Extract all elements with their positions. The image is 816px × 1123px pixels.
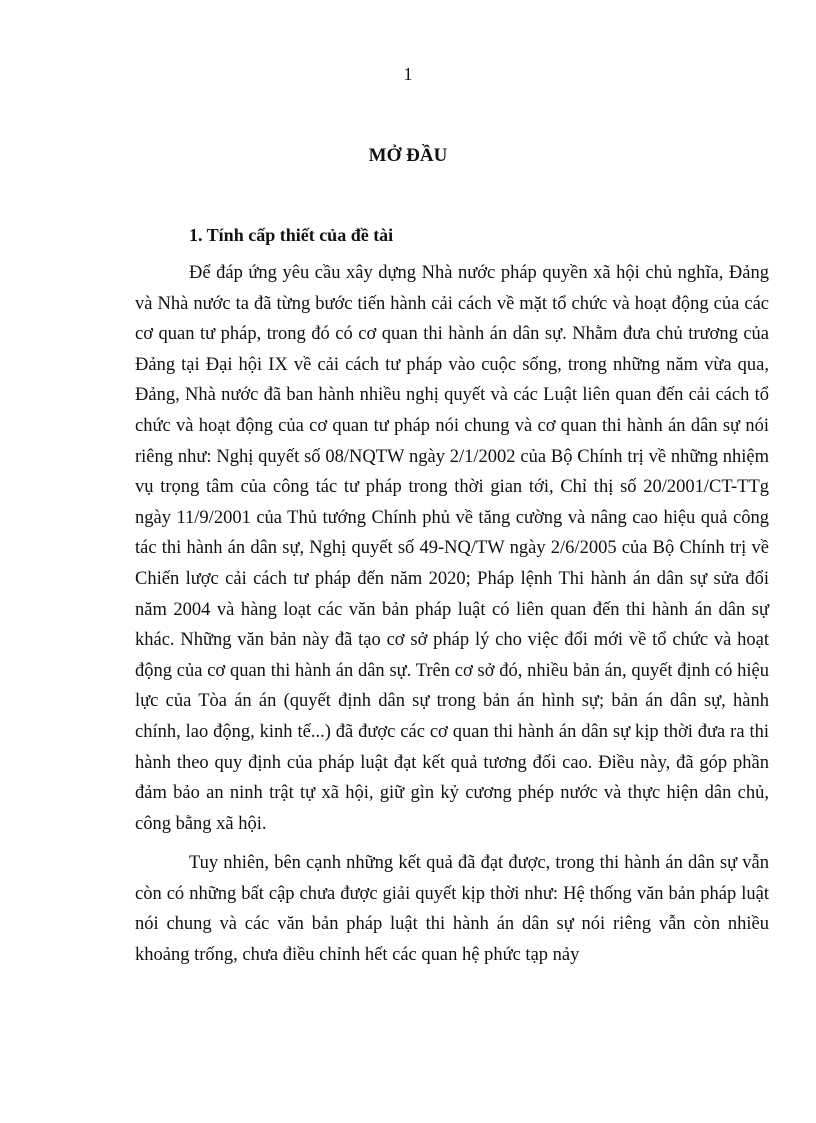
page-number: 1 <box>403 64 413 84</box>
paragraph-1: Để đáp ứng yêu cầu xây dựng Nhà nước pháp quyền xã hội chủ nghĩa, Đảng và Nhà nước ta đã từng bước tiến hành cải cách về mặt tổ chức và hoạt động của các cơ quan tư pháp, trong đó có cơ quan thi hành án dân sự. Nhằm đưa chủ trương của Đảng tại Đại hội IX về cải cách tư pháp vào cuộc sống, trong những năm vừa qua, Đảng, Nhà nước đã ban hành nhiều nghị quyết và các Luật liên quan đến cải cách tổ chức và hoạt động của cơ quan tư pháp nói chung và cơ quan thi hành án dân sự nói riêng như: Nghị quyết số 08/NQTW ngày 2/1/2002 của Bộ Chính trị về những nhiệm vụ trọng tâm của công tác tư pháp trong thời gian tới, Chỉ thị số 20/2001/CT-TTg ngày 11/9/2001 của Thủ tướng Chính phủ về tăng cường và nâng cao hiệu quả công tác thi hành án dân sự, Nghị quyết số 49-NQ/TW ngày 2/6/2005 của Bộ Chính trị về Chiến lược cải cách tư pháp đến năm 2020; Pháp lệnh Thi hành án dân sự sửa đổi năm 2004 và hàng loạt các văn bản pháp luật có liên quan đến thi hành án dân sự khác. Những văn bản này đã tạo cơ sở pháp lý cho việc đổi mới về tổ chức và hoạt động của cơ quan thi hành án dân sự. Trên cơ sở đó, nhiều bản án, quyết định có hiệu lực của Tòa án án (quyết định dân sự trong bản án hình sự; bản án dân sự, hành chính, lao động, kinh tế...) đã được các cơ quan thi hành án dân sự kịp thời đưa ra thi hành theo quy định của pháp luật đạt kết quả tương đối cao. Điều này, đã góp phần đảm bảo an ninh trật tự xã hội, giữ gìn kỷ cương phép nước và thực hiện dân chủ, công bằng xã hội. <box>135 263 769 834</box>
paragraph-2: Tuy nhiên, bên cạnh những kết quả đã đạt được, trong thi hành án dân sự vẫn còn có những bất cập chưa được giải quyết kịp thời như: Hệ thống văn bản pháp luật nói chung và các văn bản pháp luật thi hành án dân sự nói riêng vẫn còn nhiều khoảng trống, chưa điều chỉnh hết các quan hệ phức tạp nảy <box>135 853 769 966</box>
chapter-title: MỞ ĐẦU <box>368 145 448 166</box>
body-text <box>135 258 769 971</box>
section-heading: 1. Tính cấp thiết của đề tài <box>189 225 394 245</box>
